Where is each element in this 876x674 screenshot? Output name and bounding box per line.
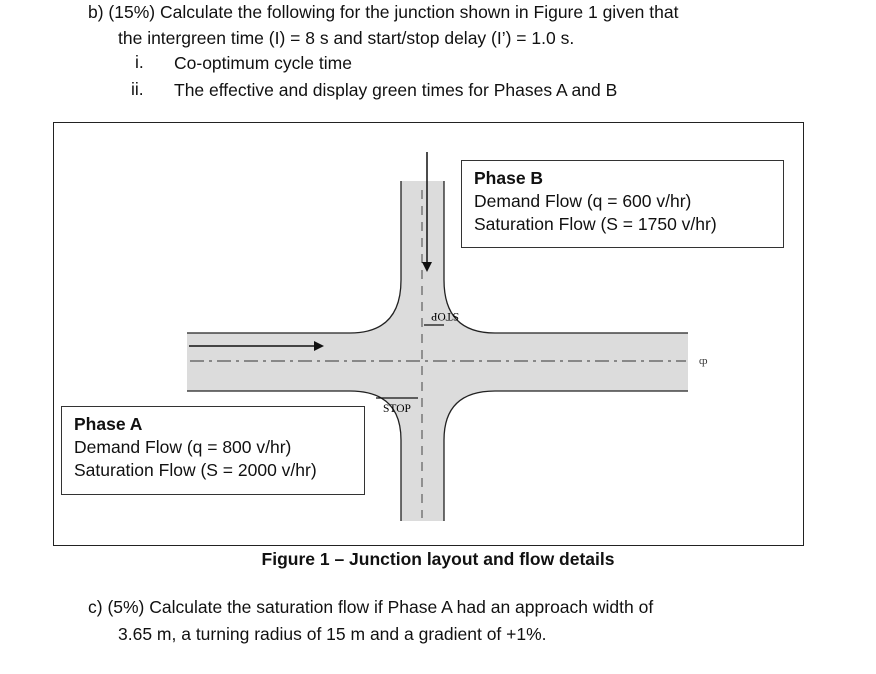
corner-fillet-nw xyxy=(350,280,401,333)
stop-label-top: STOP xyxy=(431,310,459,322)
phase-a-saturation: Saturation Flow (S = 2000 v/hr) xyxy=(74,460,317,480)
phase-a-title: Phase A xyxy=(74,414,143,434)
corner-fillet-ne xyxy=(444,280,495,333)
item-i-text: Co-optimum cycle time xyxy=(174,53,352,73)
centreline-mark: ȹ xyxy=(699,355,708,367)
phase-a-box xyxy=(61,406,365,495)
phase-b-saturation: Saturation Flow (S = 1750 v/hr) xyxy=(474,214,717,234)
item-ii-number: ii. xyxy=(131,79,144,99)
stop-label-bottom: STOP xyxy=(383,403,411,415)
item-i-number: i. xyxy=(135,52,144,72)
question-b-line2: the intergreen time (I) = 8 s and start/stop delay (I’) = 1.0 s. xyxy=(118,28,575,48)
phase-a-demand: Demand Flow (q = 800 v/hr) xyxy=(74,437,292,457)
figure-caption: Figure 1 – Junction layout and flow details xyxy=(261,549,615,569)
phase-b-box xyxy=(461,160,784,248)
phase-b-demand: Demand Flow (q = 600 v/hr) xyxy=(474,191,692,211)
question-c-line1: c) (5%) Calculate the saturation flow if Phase A had an approach width of xyxy=(88,597,654,617)
question-b-line1: b) (15%) Calculate the following for the junction shown in Figure 1 given that xyxy=(88,2,679,22)
phase-b-title: Phase B xyxy=(474,168,544,188)
corner-fillet-se xyxy=(444,391,495,440)
item-ii-text: The effective and display green times for Phases A and B xyxy=(174,80,618,100)
question-c-line2: 3.65 m, a turning radius of 15 m and a gradient of +1%. xyxy=(118,624,547,644)
